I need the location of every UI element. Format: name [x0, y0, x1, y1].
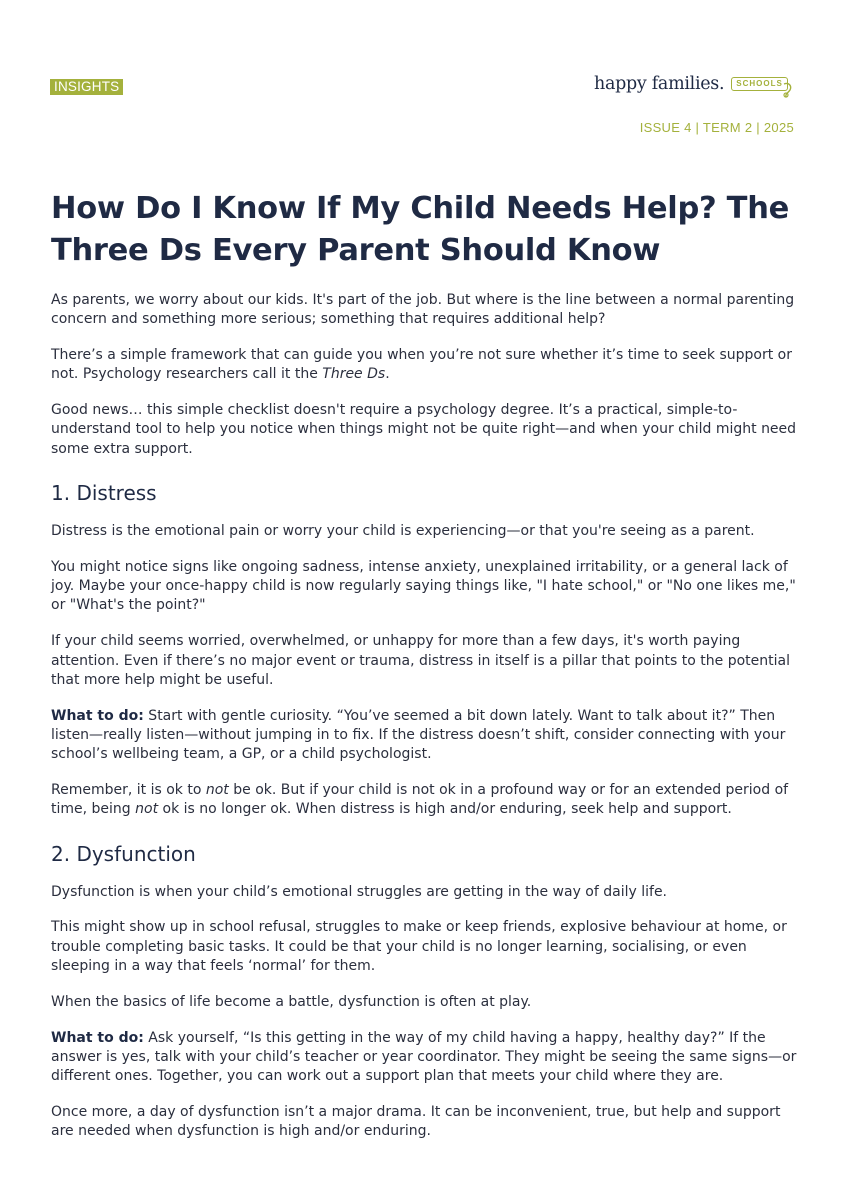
brand-name: happy families. [594, 74, 725, 94]
dysfunction-paragraph-5: Once more, a day of dysfunction isn’t a major drama. It can be inconvenient, true, but help and support are needed when dysfunction is high and/or enduring. [51, 1104, 781, 1140]
intro-paragraph-2: There’s a simple framework that can guide you when you’re not sure whether it’s time to seek support or not. Psychology researchers call it the Three Ds. [51, 347, 792, 383]
distress-paragraph-1: Distress is the emotional pain or worry your child is experiencing—or that you're seeing as a parent. [51, 523, 755, 540]
distress-what-to-do: What to do: Start with gentle curiosity. “You’ve seemed a bit down lately. Want to talk about it?” Then listen—really listen—without jumping in to fix. If the distress doesn’t shift, consider connecting with your school’s wellbeing team, a GP, or a child psychologist. [51, 707, 786, 763]
distress-paragraph-3: If your child seems worried, overwhelmed, or unhappy for more than a few days, it's worth paying attention. Even if there’s no major event or trauma, distress in itself is a pillar that points to the potential that more help might be useful. [51, 633, 790, 688]
intro-paragraph-3: Good news… this simple checklist doesn't require a psychology degree. It’s a practical, simple-to-understand tool to help you notice when things might not be quite right—and when your child might need some extra support. [51, 402, 797, 457]
dysfunction-paragraph-3: When the basics of life become a battle, dysfunction is often at play. [51, 993, 532, 1010]
brand-logo [594, 71, 788, 97]
distress-paragraph-5: Remember, it is ok to not be ok. But if your child is not ok in a profound way or for an extended period of time, being not ok is no longer ok. When distress is high and/or enduring, seek help and support. [51, 782, 789, 818]
category-tag: INSIGHTS [50, 79, 123, 95]
dysfunction-paragraph-1: Dysfunction is when your child’s emotional struggles are getting in the way of daily life. [51, 883, 668, 900]
section-heading-dysfunction: 2. Dysfunction [51, 841, 196, 866]
brand-badge-label: SCHOOLS [736, 79, 783, 88]
intro-paragraph-1: As parents, we worry about our kids. It's part of the job. But where is the line between a normal parenting concern and something more serious; something that requires additional help? [51, 292, 795, 328]
distress-paragraph-2: You might notice signs like ongoing sadness, intense anxiety, unexplained irritability, or a general lack of joy. Maybe your once-happy child is now regularly saying things like, "I hate school," or "No one likes me," or "What's the point?" [51, 558, 796, 614]
page-title: How Do I Know If My Child Needs Help? The Three Ds Every Parent Should Know [51, 191, 789, 268]
section-heading-distress: 1. Distress [51, 481, 157, 506]
issue-line: ISSUE 4 | TERM 2 | 2025 [639, 120, 794, 135]
leaf-icon [782, 80, 794, 98]
dysfunction-what-to-do: What to do: Ask yourself, “Is this getting in the way of my child having a happy, healthy day?” If the answer is yes, talk with your child’s teacher or year coordinator. They might be seeing the same signs—or different ones. Together, you can work out a support plan that meets your child where they are. [51, 1029, 797, 1085]
dysfunction-paragraph-2: This might show up in school refusal, struggles to make or keep friends, explosive behaviour at home, or trouble completing basic tasks. It could be that your child is no longer learning, socialising, or even sleeping in a way that feels ‘normal’ for them. [51, 919, 787, 975]
brand-badge [731, 77, 788, 91]
article-body [51, 291, 803, 1158]
